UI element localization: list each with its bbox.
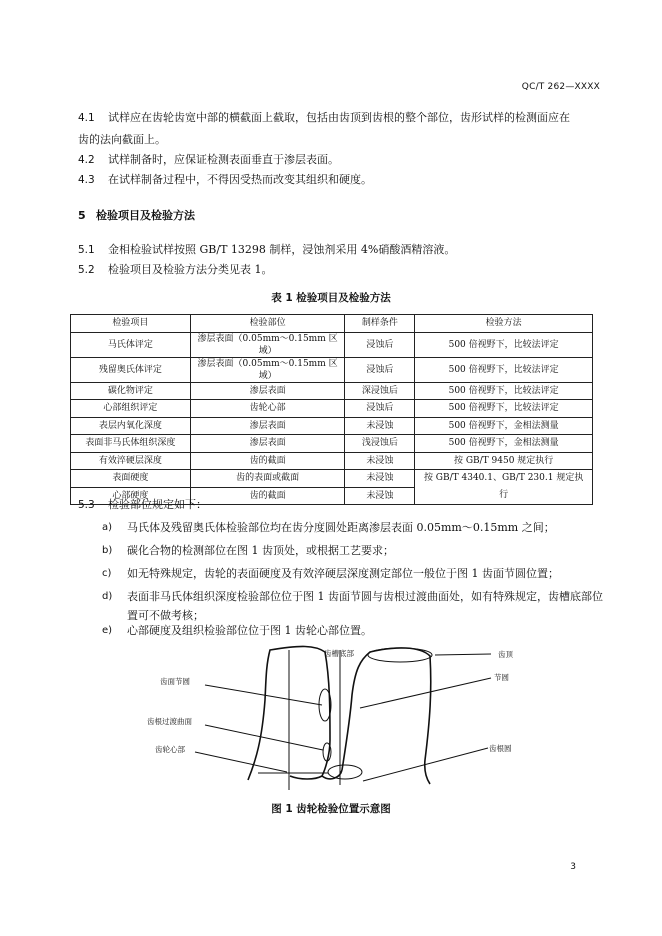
table-row — [71, 435, 593, 453]
root-transition-label: 齿根过渡曲面 — [147, 717, 192, 726]
table-row — [71, 417, 593, 435]
table-row — [71, 470, 593, 488]
table-cell: 未浸蚀 — [345, 487, 415, 505]
list-item-c — [103, 564, 603, 583]
table-cell-merged: 按 GB/T 4340.1、GB/T 230.1 规定执行 — [415, 470, 593, 505]
groove-bottom-marker — [328, 765, 362, 779]
core-label: 齿轮心部 — [155, 745, 185, 754]
page-number: 3 — [570, 862, 576, 872]
table-cell: 齿的截面 — [190, 487, 345, 505]
table-cell: 未浸蚀 — [345, 417, 415, 435]
table-cell: 残留奥氏体评定 — [71, 357, 191, 382]
clause-number: 4.1 — [78, 112, 95, 124]
table-header-cell: 制样条件 — [345, 315, 415, 333]
table-cell: 深浸蚀后 — [345, 382, 415, 400]
table-cell: 渗层表面 — [190, 382, 345, 400]
table-cell: 500 倍视野下，金相法测量 — [415, 417, 593, 435]
section-number: 5 — [78, 209, 86, 222]
list-item-b — [103, 541, 603, 560]
table-cell: 500 倍视野下，比较法评定 — [415, 357, 593, 382]
clause-number: 5.3 — [78, 499, 95, 511]
table-header-cell: 检验项目 — [71, 315, 191, 333]
root-circle-label: 齿根圆 — [489, 744, 512, 753]
clause-4-1 — [78, 108, 598, 128]
pitch-circle-label: 节圆 — [494, 673, 509, 682]
table-cell: 心部组织评定 — [71, 400, 191, 418]
groove-bottom-label: 齿槽底部 — [324, 649, 354, 658]
list-marker: d) — [102, 591, 113, 602]
table-row — [71, 452, 593, 470]
list-marker: a) — [102, 522, 113, 533]
face-pitch-circle-label: 齿面节圆 — [160, 677, 190, 686]
list-text: 碳化合物的检测部位在图 1 齿顶处，或根据工艺要求； — [127, 544, 394, 557]
table-header-cell: 检验部位 — [190, 315, 345, 333]
table-cell: 浅浸蚀后 — [345, 435, 415, 453]
table-cell: 渗层表面（0.05mm～0.15mm 区域） — [190, 332, 345, 357]
clause-text: 试样制备时，应保证检测表面垂直于渗层表面。 — [108, 153, 339, 166]
clause-5-2 — [78, 260, 598, 280]
table-cell: 渗层表面 — [190, 435, 345, 453]
table-cell: 500 倍视野下，金相法测量 — [415, 435, 593, 453]
clause-text: 金相检验试样按照 GB/T 13298 制样，浸蚀剂采用 4%硝酸酒精溶液。 — [108, 243, 456, 256]
tooth-tip-marker — [368, 648, 432, 662]
list-text: 心部硬度及组织检验部位位于图 1 齿轮心部位置。 — [127, 624, 372, 637]
table-caption: 表 1 检验项目及检验方法 — [271, 292, 391, 304]
table-cell: 500 倍视野下，比较法评定 — [415, 400, 593, 418]
list-text: 表面非马氏体组织深度检验部位位于图 1 齿面节圆与齿根过渡曲面处，如有特殊规定，齿槽底部位置可不做考核； — [127, 590, 603, 622]
table-cell: 500 倍视野下，比较法评定 — [415, 332, 593, 357]
table-cell: 浸蚀后 — [345, 357, 415, 382]
table-cell: 齿轮心部 — [190, 400, 345, 418]
table-cell: 未浸蚀 — [345, 452, 415, 470]
table-cell: 齿的截面 — [190, 452, 345, 470]
table-header-cell: 检验方法 — [415, 315, 593, 333]
clause-number: 5.1 — [78, 244, 95, 256]
clause-number: 4.2 — [78, 154, 95, 166]
table-cell: 渗层表面（0.05mm～0.15mm 区域） — [190, 357, 345, 382]
tooth-tip-label: 齿顶 — [498, 650, 513, 659]
table-cell: 齿的表面或截面 — [190, 470, 345, 488]
table-row — [71, 357, 593, 382]
table-cell: 马氏体评定 — [71, 332, 191, 357]
table-row — [71, 400, 593, 418]
document-code: QC/T 262—XXXX — [521, 82, 600, 92]
table-cell: 未浸蚀 — [345, 470, 415, 488]
table-cell: 表面非马氏体组织深度 — [71, 435, 191, 453]
table-row — [71, 382, 593, 400]
clause-text: 在试样制备过程中，不得因受热而改变其组织和硬度。 — [108, 173, 372, 186]
list-text: 如无特殊规定，齿轮的表面硬度及有效淬硬层深度测定部位一般位于图 1 齿面节圆位置； — [127, 567, 559, 580]
right-tooth-outline — [342, 648, 431, 784]
gear-diagram — [0, 636, 662, 796]
list-item-a — [103, 518, 603, 537]
table-cell: 心部硬度 — [71, 487, 191, 505]
section-title: 检验项目及检验方法 — [96, 209, 195, 222]
clause-text: 检验部位规定如下： — [108, 498, 207, 511]
list-marker: b) — [102, 545, 113, 556]
figure-caption: 图 1 齿轮检验位置示意图 — [271, 803, 391, 815]
table-header-row — [71, 315, 593, 333]
clause-text: 检验项目及检验方法分类见表 1。 — [108, 263, 273, 276]
list-item-d — [103, 587, 603, 625]
clause-4-1-continuation: 齿的法向截面上。 — [78, 133, 166, 146]
table-cell: 有效淬硬层深度 — [71, 452, 191, 470]
clause-5-1 — [78, 240, 598, 260]
table-cell: 渗层表面 — [190, 417, 345, 435]
clause-5-3 — [78, 495, 598, 515]
inspection-table — [70, 314, 593, 505]
section-5-heading — [78, 207, 195, 223]
clause-4-2 — [78, 150, 598, 170]
table-cell: 按 GB/T 9450 规定执行 — [415, 452, 593, 470]
table-cell: 碳化物评定 — [71, 382, 191, 400]
list-marker: c) — [102, 568, 112, 579]
clause-number: 5.2 — [78, 264, 95, 276]
table-cell: 表面硬度 — [71, 470, 191, 488]
groove-bottom-arc — [322, 770, 342, 779]
table-row — [71, 332, 593, 357]
clause-4-3 — [78, 170, 598, 190]
table-cell: 浸蚀后 — [345, 332, 415, 357]
clause-number: 4.3 — [78, 174, 95, 186]
table-cell: 表层内氧化深度 — [71, 417, 191, 435]
table-cell: 500 倍视野下，比较法评定 — [415, 382, 593, 400]
clause-text: 试样应在齿轮齿宽中部的横截面上截取，包括由齿顶到齿根的整个部位，齿形试样的检测面应在 — [108, 111, 570, 124]
table-cell: 浸蚀后 — [345, 400, 415, 418]
list-marker: e) — [102, 625, 113, 636]
list-text: 马氏体及残留奥氏体检验部位均在齿分度圆处距离渗层表面 0.05mm～0.15mm 之间； — [127, 521, 555, 534]
